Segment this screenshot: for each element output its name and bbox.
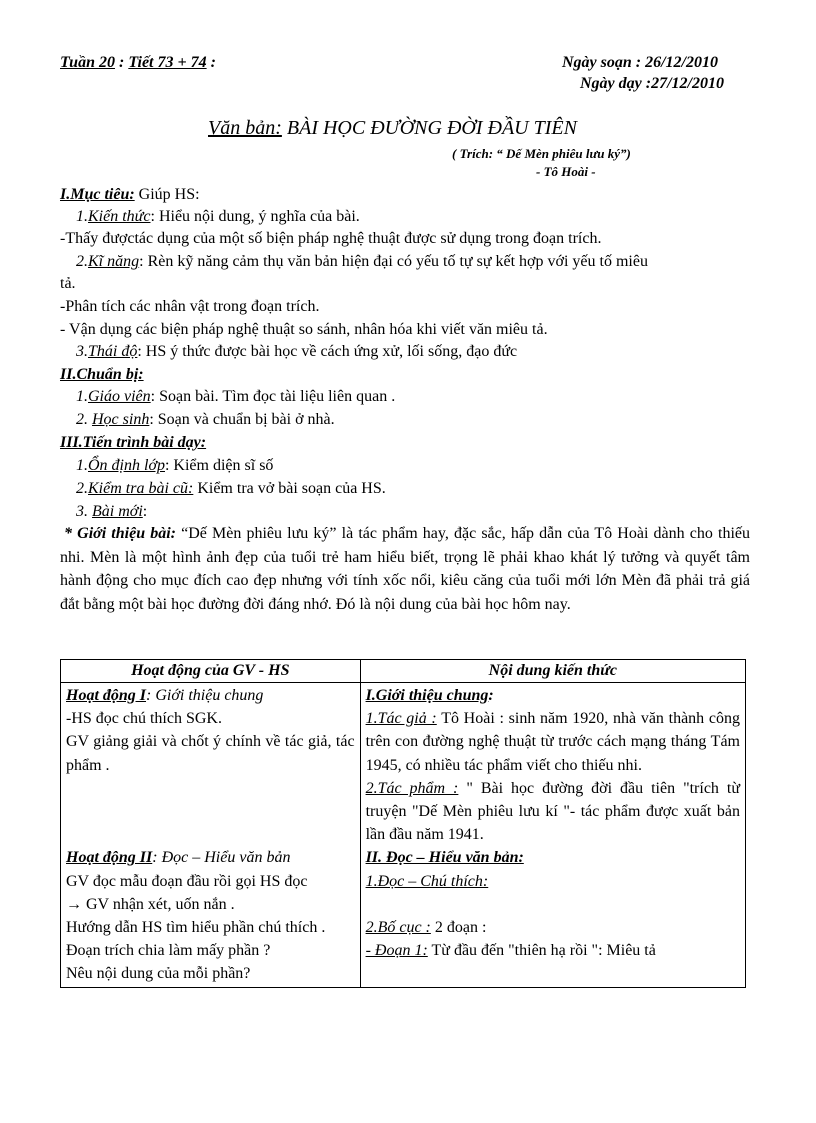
- activity-1-heading: Hoạt động I: Giới thiệu chung: [66, 687, 264, 704]
- author-info: 1.Tác giả : Tô Hoài : sinh năm 1920, nhà văn thành công trên con đường nghệ thuật từ trước cách mạng tháng Tám 1945, có nhiều tác phẩm viết cho thiếu nhi.: [365, 710, 740, 774]
- activity-1-line-1: -HS đọc chú thích SGK.: [66, 710, 222, 728]
- activity-2-heading: Hoạt động II: Đọc – Hiểu văn bản: [66, 849, 291, 867]
- layout-info: 2.Bố cục : 2 đoạn :: [365, 919, 487, 937]
- lesson-label: Tiết 73 + 74: [128, 54, 207, 71]
- process-heading: III.Tiến trình bài dạy:: [60, 434, 207, 451]
- intro-label: * Giới thiệu bài:: [64, 525, 176, 542]
- activities-cell: [61, 683, 361, 988]
- col1-header: Hoạt động của GV - HS: [61, 660, 361, 683]
- activity-2-line-3: Hướng dẫn HS tìm hiểu phần chú thích .: [66, 919, 326, 937]
- skill-line-2: -Phân tích các nhân vật trong đoạn trích.: [60, 298, 320, 315]
- objectives-heading: I.Mục tiêu: Giúp HS:: [60, 186, 200, 203]
- prep-heading: II.Chuẩn bị:: [60, 366, 144, 383]
- prep-date: Ngày soạn : 26/12/2010: [562, 54, 718, 71]
- teach-date: Ngày dạy :27/12/2010: [580, 75, 724, 92]
- skill-line-cont: tả.: [60, 275, 76, 292]
- title-main: BÀI HỌC ĐƯỜNG ĐỜI ĐẦU TIÊN: [281, 117, 577, 139]
- title-prefix: Văn bản:: [208, 117, 282, 139]
- process-step-1: 1.Ổn định lớp: Kiểm diện sĩ số: [76, 457, 274, 474]
- prep-teacher: 1.Giáo viên: Soạn bài. Tìm đọc tài liệu liên quan .: [76, 388, 396, 405]
- title-author: - Tô Hoài -: [536, 164, 596, 179]
- activity-1-line-2: GV giảng giải và chốt ý chính về tác giả, tác phẩm .: [66, 733, 355, 774]
- section-2-heading: II. Đọc – Hiểu văn bản:: [365, 849, 524, 867]
- activity-2-line-1: GV đọc mẫu đoạn đầu rồi gọi HS đọc: [66, 872, 308, 890]
- prep-student: 2. Học sinh: Soạn và chuẩn bị bài ở nhà.: [76, 411, 335, 428]
- knowledge-line-2: -Thấy đượctác dụng của một số biện pháp nghệ thuật được sử dụng trong đoạn trích.: [60, 230, 602, 247]
- col2-header: Nội dung kiến thức: [360, 660, 745, 683]
- intro-text: “Dế Mèn phiêu lưu ký” là tác phẩm hay, đặc sắc, hấp dẫn của Tô Hoài dành cho thiếu nhi. Mèn là một hình ảnh đẹp của tuổi trẻ ham hiểu biết, trọng lẽ phải khao khát lý tưởng và quyết tâm hành động cho mục đích cao đẹp nhưng với tính xốc nổi, kiêu căng của tuổi mới lớn Mèn đã phải trả giá đắt bằng một bài học đường đời đáng nhớ. Đó là nội dung của bài học hôm nay.: [60, 525, 750, 613]
- reading-notes-heading: 1.Đọc – Chú thích:: [365, 872, 489, 890]
- activity-2-line-2: → GV nhận xét, uốn nắn .: [66, 895, 235, 913]
- activity-2-line-4: Đoạn trích chia làm mấy phần ?: [66, 942, 271, 960]
- knowledge-line: 1.Kiến thức: Hiểu nội dung, ý nghĩa của bài.: [76, 208, 360, 225]
- process-step-2: 2.Kiểm tra bài cũ: Kiểm tra vở bài soạn của HS.: [76, 480, 386, 497]
- content-cell: [360, 683, 745, 988]
- lesson-header: Tuần 20 : Tiết 73 + 74 :: [60, 54, 216, 71]
- process-step-3: 3. Bài mới:: [76, 503, 148, 520]
- work-info: 2.Tác phẩm : " Bài học đường đời đầu tiên "trích từ truyện "Dế Mèn phiêu lưu kí "- tác phẩm được xuất bản lần đầu năm 1941.: [365, 779, 740, 844]
- week-label: Tuần 20: [60, 54, 115, 71]
- skill-line-3: - Vận dụng các biện pháp nghệ thuật so sánh, nhân hóa khi viết văn miêu tả.: [60, 321, 548, 338]
- paragraph-1-info: - Đoạn 1: Từ đầu đến "thiên hạ rồi ": Miêu tả: [365, 942, 656, 960]
- attitude-line: 3.Thái độ: HS ý thức được bài học về cách ứng xử, lối sống, đạo đức: [76, 343, 518, 360]
- activity-2-line-5: Nêu nội dung của mỗi phần?: [66, 965, 251, 983]
- lesson-table: [60, 659, 746, 988]
- skill-line: 2.Kĩ năng: Rèn kỹ năng cảm thụ văn bản hiện đại có yếu tố tự sự kết hợp với yếu tố miêu: [76, 253, 648, 270]
- title-excerpt: ( Trích: “ Dế Mèn phiêu lưu ký”): [452, 146, 631, 161]
- page-title: [208, 117, 577, 140]
- intro-paragraph: [60, 522, 750, 616]
- section-1-heading: I.Giới thiệu chung:: [365, 687, 494, 704]
